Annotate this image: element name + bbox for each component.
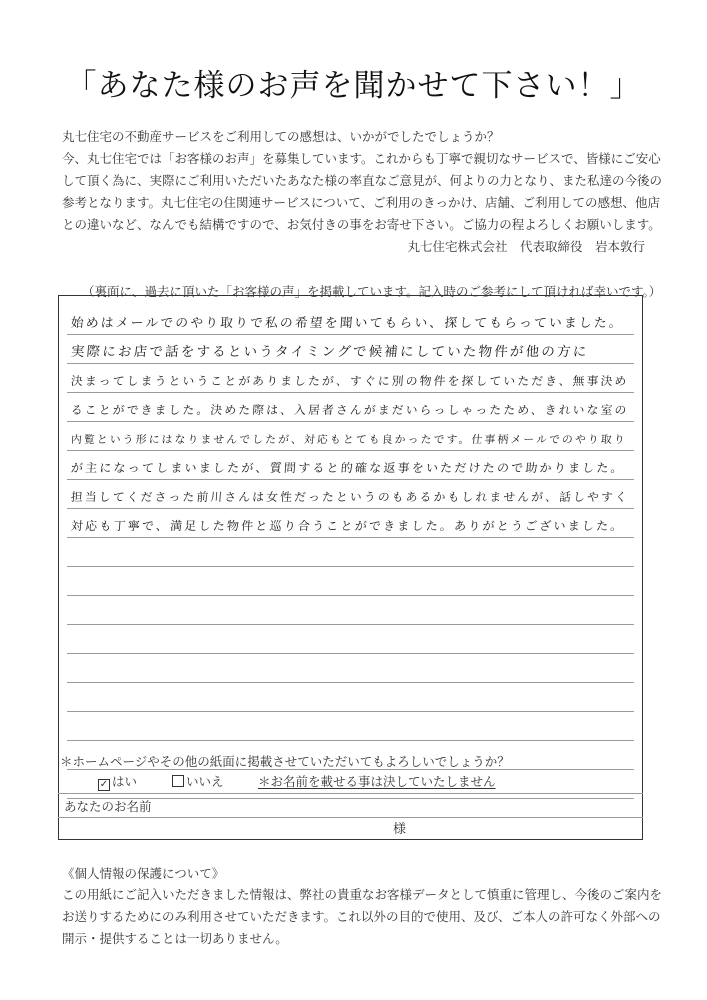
comment-area[interactable] — [67, 306, 634, 799]
ruled-line — [67, 335, 634, 364]
company-signature: 丸七住宅株式会社 代表取締役 岩本敦行 — [407, 239, 645, 254]
name-not-published-note: ＊お名前を載せる事は決していたしません — [258, 774, 496, 789]
privacy-line: この用紙にご記入いただきました情報は、弊社の貴重なお客様データとして慎重に管理し、今後のご案内を — [62, 887, 663, 902]
intro-line: との違いなど、なんでも結構ですので、お気付きの事をお寄せ下さい。ご協力の程よろしくお願いします。 — [62, 217, 661, 232]
reference-notice: （裏面に、過去に頂いた「お客様の声」を掲載しています。記入時のご参考にして頂ければ幸いです。） — [82, 284, 662, 299]
ruled-line — [67, 393, 634, 422]
ruled-line — [67, 596, 634, 625]
consent-yes-label: はい — [112, 774, 138, 789]
privacy-line: 開示・提供することは一切ありません。 — [62, 931, 288, 946]
handwritten-text: 決まってしまうということがありましたが、すぐに別の物件を探していただき、無事決め — [70, 374, 629, 388]
checkbox-icon[interactable] — [172, 775, 184, 787]
consent-question: ＊ホームページやその他の紙面に掲載させていただいてもよろしいでしょうか？ — [60, 754, 510, 769]
handwritten-text: 始めはメールでのやり取りで私の希望を聞いてもらい、探してもらっていました。 — [70, 316, 625, 331]
handwritten-text: 実際にお店で話をするというタイミングで候補にしていた物件が他の方に — [70, 344, 589, 360]
handwritten-text: 担当してくださった前川さんは女性だったというのもあるかもしれませんが、話しやすく — [70, 490, 630, 504]
ruled-line — [67, 625, 634, 654]
ruled-line — [67, 712, 634, 741]
privacy-body — [62, 884, 662, 950]
intro-line: 今、丸七住宅では「お客様のお声」を募集しています。これからも丁寧で親切なサービスで、皆様にご安心 — [62, 151, 661, 166]
intro-paragraph — [62, 126, 662, 236]
intro-line: 丸七住宅の不動産サービスをご利用しての感想は、いかがでしたでしょうか？ — [62, 129, 500, 144]
intro-line: 参考となります。丸七住宅の住関連サービスについて、ご利用のきっかけ、店舗、ご利用しての感想、他店 — [62, 195, 661, 210]
divider — [58, 817, 643, 818]
name-field-label: あなたのお名前 — [64, 799, 152, 814]
ruled-line — [67, 567, 634, 596]
name-honorific: 様 — [393, 822, 407, 837]
ruled-line — [67, 683, 634, 712]
ruled-line — [67, 451, 634, 480]
divider — [58, 793, 643, 794]
page-title: 「あなた様のお声を聞かせて下さい！」 — [65, 68, 642, 104]
consent-no-option[interactable] — [172, 772, 224, 790]
ruled-line — [67, 364, 634, 393]
privacy-line: お送りするためにのみ利用させていただきます。これ以外の目的で使用、及び、ご本人の許可なく外部への — [62, 909, 661, 924]
ruled-line — [67, 509, 634, 538]
intro-line: して頂く為に、実際にご利用いただいたあなた様の率直なご意見が、何よりの力となり、また私達の今後の — [62, 173, 663, 188]
handwritten-text: が主になってしまいましたが、質問すると的確な返事をいただけたので助かりました。 — [70, 461, 626, 475]
consent-no-label: いいえ — [186, 774, 224, 789]
privacy-title: 《個人情報の保護について》 — [62, 866, 225, 881]
handwritten-text: ることができました。決めた際は、入居者さんがまだいらっしゃったため、きれいな室の — [70, 403, 629, 417]
ruled-line — [67, 654, 634, 683]
ruled-line — [67, 306, 634, 335]
ruled-line — [67, 422, 634, 451]
consent-yes-option[interactable] — [98, 772, 137, 791]
checkbox-checked-icon[interactable]: ✓ — [99, 779, 109, 790]
handwritten-text: 内覧という形にはなりませんでしたが、対応もとても良かったです。仕事柄メールでのやり取り — [70, 433, 628, 446]
ruled-line — [67, 538, 634, 567]
ruled-line — [67, 480, 634, 509]
handwritten-text: 対応も丁寧で、満足した物件と巡り合うことができました。ありがとうございました。 — [70, 519, 626, 533]
